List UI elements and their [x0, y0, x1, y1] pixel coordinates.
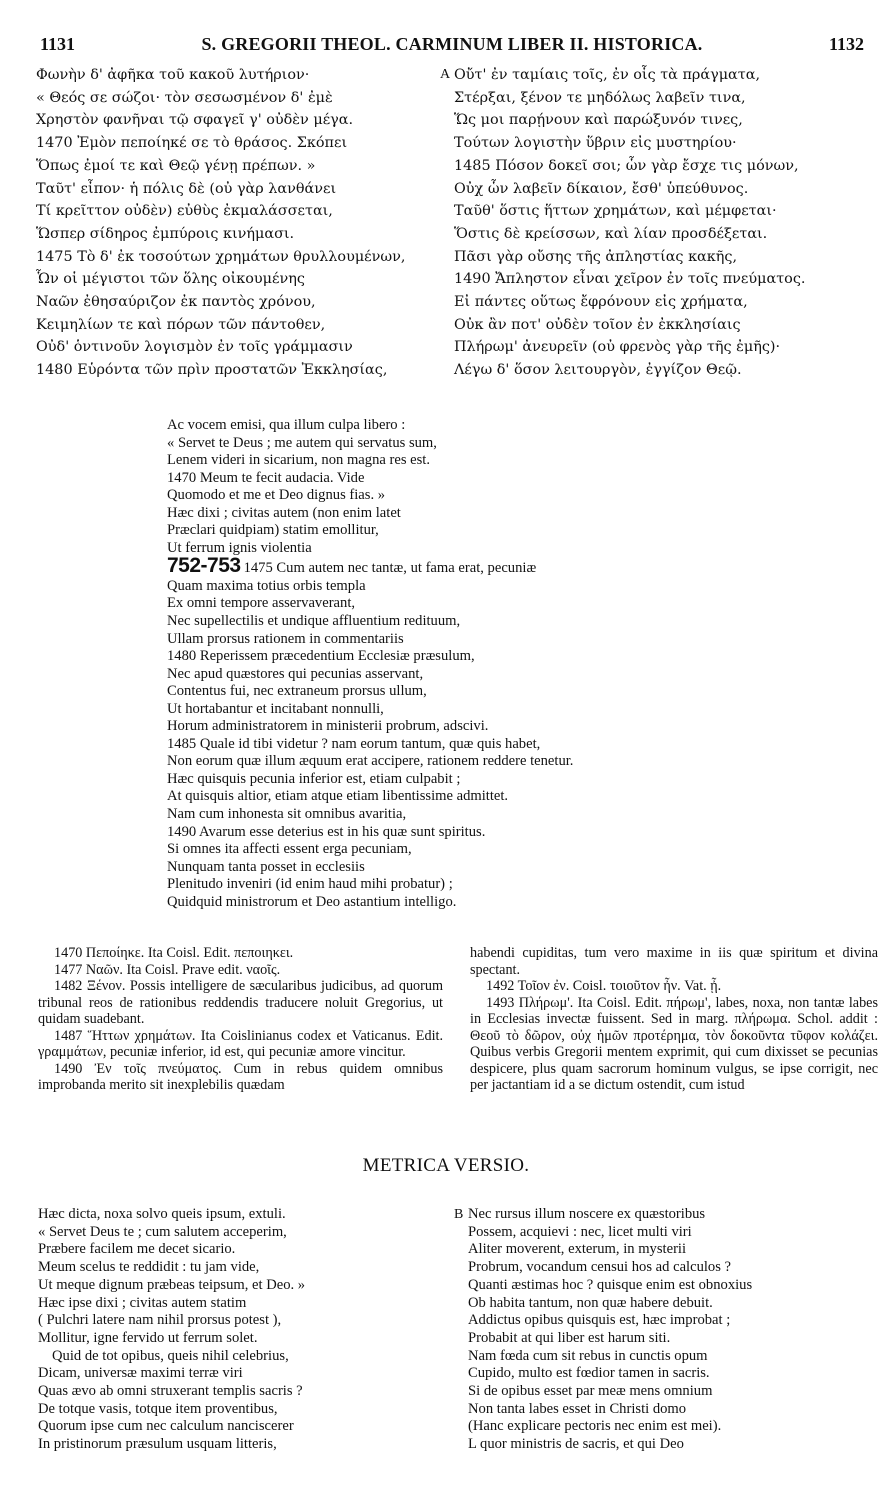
metrical-verse-line: Hæc ipse dixi ; civitas autem statim — [38, 1294, 247, 1311]
greek-verse-line: Ταῦθ' ὅστις ἥττων χρημάτων, καὶ μέμφεται· — [454, 203, 777, 220]
metrical-verse-line: Possem, acquievi : nec, licet multi viri — [468, 1223, 692, 1240]
latin-verse-line — [167, 554, 817, 578]
page-number-right: 1132 — [828, 34, 864, 54]
latin-verse-line: Ac vocem emisi, qua illum culpa libero : — [167, 417, 406, 433]
footnote: 1477 Ναῶν. Ita Coisl. Prave edit. ναοῖς. — [54, 961, 281, 978]
greek-verse-line: Τούτων λογιστὴν ὕβριν εἰς μυστηρίου· — [454, 135, 737, 152]
metrical-verse-line — [454, 1206, 878, 1224]
latin-verse-line: Nunquam tanta posset in ecclesiis — [167, 858, 365, 875]
latin-verse-line: Horum administratorem in ministerii probrum, adscivi. — [167, 718, 489, 735]
latin-verse-line: Lenem videri in sicarium, non magna res est. — [167, 452, 431, 469]
latin-verse-line: 1470 Meum te fecit audacia. Vide — [167, 469, 365, 486]
latin-verse-line: Ut ferrum ignis violentia — [167, 539, 312, 556]
footnote: 1493 Πλήρωμ'. Ita Coisl. Edit. πήρωμ', labes, noxa, non tantæ labes in Ecclesias invectæ fuissent. Sed in marg. πλήρωμα. Schol. addit : Θεοῦ τὸ δῶρον, οὐχ ἡμῶν προτέρημα, τὸν δοκοῦντα τῦφον κολάζει. Quibus verbis Gregorii mentem exprimit, qui cum dixisset se pecunias despicere, plus quam sacrorum hominum vulgus, se ipse corrigit, nec per jactantiam id a se dictum ostendit, cum istud — [470, 994, 878, 1094]
greek-verse-line: 1485 Πόσον δοκεῖ σοι; ὧν γὰρ ἔσχε τις μόνων, — [454, 157, 799, 174]
greek-verse-line: Οὐχ ὧν λαβεῖν δίκαιον, ἔσθ' ὑπεύθυνος. — [454, 180, 749, 197]
greek-text-left-column — [36, 64, 436, 382]
latin-verse-line: Contentus fui, nec extraneum prorsus ullum, — [167, 683, 427, 700]
metrical-verse-line: Quid de tot opibus, queis nihil celebrius, — [52, 1347, 289, 1364]
greek-verse-line — [440, 64, 874, 87]
metrical-version-left-column — [38, 1206, 438, 1454]
metrical-verse-line: Mollitur, igne fervido ut ferrum solet. — [38, 1329, 258, 1346]
metrical-verse-line: Quorum ipse cum nec calculum nanciscerer — [38, 1418, 294, 1435]
latin-verse-line: Ut hortabantur et incitabant nonnulli, — [167, 700, 384, 717]
metrical-verse-line: Cupido, multo est fœdior tamen in sacris. — [468, 1365, 710, 1382]
greek-verse-line: Κειμηλίων τε καὶ πόρων τῶν πάντοθεν, — [36, 316, 326, 333]
latin-verse-line: Ullam prorsus rationem in commentariis — [167, 630, 404, 647]
latin-translation — [167, 417, 817, 911]
greek-verse-line: Πᾶσι γὰρ οὔσης τῆς ἀπληστίας κακῆς, — [454, 248, 738, 265]
latin-verse-line: Nam cum inhonesta sit omnibus avaritia, — [167, 806, 407, 823]
latin-verse-line: Ex omni tempore asservaverant, — [167, 595, 356, 612]
running-header — [40, 34, 864, 58]
greek-verse-line: 1480 Εὑρόντα τῶν πρὶν προστατῶν Ἐκκλησίας, — [36, 362, 388, 379]
greek-verse-line: Στέρξαι, ξένον τε μηδόλως λαβεῖν τινα, — [454, 89, 746, 106]
metrical-verse-line-text: Nec rursus illum noscere ex quæstoribus — [468, 1206, 706, 1222]
greek-verse-line: 1490 Ἄπληστον εἶναι χεῖρον ἐν τοῖς πνεύματος. — [454, 271, 806, 288]
column-number: 752-753 — [167, 554, 241, 578]
latin-verse-line: 1485 Quale id tibi videtur ? nam eorum tantum, quæ quis habet, — [167, 735, 541, 752]
metrical-verse-line: (Hanc explicare pectoris nec enim est mei). — [468, 1418, 722, 1435]
metrical-verse-line: Probrum, vocandum censui hos ad calculos ? — [468, 1259, 732, 1276]
greek-verse-line: Ναῶν ἐθησαύριζον ἐκ παντὸς χρόνου, — [36, 294, 316, 311]
latin-verse-line: Quam maxima totius orbis templa — [167, 577, 366, 594]
metrical-verse-line: Ut meque dignum præbeas teipsum, et Deo. » — [38, 1276, 306, 1293]
latin-verse-line: Quomodo et me et Deo dignus fias. » — [167, 487, 386, 504]
latin-verse-line: Plenitudo inveniri (id enim haud mihi probatur) ; — [167, 876, 453, 893]
metrical-verse-line: ( Pulchri latere nam nihil prorsus potest ), — [38, 1312, 282, 1329]
greek-verse-line-text: Οὔτ' ἐν ταμίαις τοῖς, ἐν οἷς τὰ πράγματα, — [454, 67, 761, 83]
greek-verse-line: Φωνὴν δ' ἀφῆκα τοῦ κακοῦ λυτήριον· — [36, 67, 310, 83]
greek-verse-line: Πλήρωμ' ἀνευρεῖν (οὐ φρενὸς γὰρ τῆς ἐμῆς)· — [454, 339, 781, 356]
greek-verse-line: Ὅστις δὲ κρείσσων, καὶ λίαν προσδέξεται. — [454, 225, 768, 242]
footnotes-right-column — [470, 945, 878, 1094]
metrical-verse-line: Quanti æstimas hoc ? quisque enim est obnoxius — [468, 1276, 753, 1293]
greek-verse-line: Τί κρεῖττον οὐδὲν) εὐθὺς ἐκμαλάσσεται, — [36, 203, 333, 220]
footnote: habendi cupiditas, tum vero maxime in iis quæ spiritum et divina spectant. — [470, 945, 878, 978]
greek-verse-line: 1475 Τὸ δ' ἐκ τοσούτων χρημάτων θρυλλουμένων, — [36, 248, 406, 265]
metrical-verse-line: Nam fœda cum sit rebus in cunctis opum — [468, 1347, 708, 1364]
metrical-verse-line: Non tanta labes esset in Christi domo — [468, 1400, 687, 1417]
metrical-verse-line: Aliter moverent, exterum, in mysterii — [468, 1241, 687, 1258]
metrical-verse-line: Hæc dicta, noxa solvo queis ipsum, extuli. — [38, 1206, 286, 1222]
metrical-verse-line: Addictus opibus quisquis est, hæc improbat ; — [468, 1312, 731, 1329]
margin-letter: B — [454, 1207, 464, 1222]
metrical-verse-line: Quas ævo ab omni struxerant templis sacris ? — [38, 1383, 303, 1400]
metrical-verse-line: Meum scelus te reddidit : tu jam vide, — [38, 1259, 260, 1276]
greek-verse-line: Οὐκ ἂν ποτ' οὐδὲν τοῖον ἐν ἐκκλησίαις — [454, 316, 741, 333]
footnote: 1470 Πεποίηκε. Ita Coisl. Edit. πεποιηκει. — [54, 945, 294, 961]
greek-verse-line: Ὅπως ἐμοί τε καὶ Θεῷ γένῃ πρέπων. » — [36, 157, 316, 174]
metrical-verse-line: In pristinorum præsulum usquam litteris, — [38, 1436, 277, 1453]
latin-verse-line: 1480 Reperissem præcedentium Ecclesiæ præsulum, — [167, 648, 475, 665]
metrical-verse-line: Si de opibus esset par meæ mens omnium — [468, 1383, 713, 1400]
latin-verse-line: « Servet te Deus ; me autem qui servatus sum, — [167, 434, 437, 451]
latin-verse-line: Quidquid ministrorum et Deo astantium intelligo. — [167, 893, 457, 910]
metrical-verse-line: Ob habita tantum, non quæ habere debuit. — [468, 1294, 713, 1311]
greek-verse-line: « Θεός σε σώζοι· τὸν σεσωσμένον δ' ἐμὲ — [36, 89, 333, 106]
margin-letter: A — [440, 67, 451, 82]
metrical-verse-line: Probabit at qui liber est harum siti. — [468, 1329, 671, 1346]
metrica-versio-heading: METRICA VERSIO. — [362, 1155, 530, 1176]
greek-verse-line: Ὥς μοι παρῄνουν καὶ παρώξυνόν τινες, — [454, 112, 743, 129]
metrical-verse-line: L quor ministris de sacris, et qui Deo — [468, 1436, 684, 1453]
greek-verse-line: Λέγω δ' ὅσον λειτουργὸν, ἐγγίζον Θεῷ. — [454, 362, 742, 379]
greek-verse-line: Χρηστὸν φανῆναι τῷ σφαγεῖ γ' οὐδὲν μέγα. — [36, 112, 354, 129]
greek-verse-line: Εἰ πάντες οὕτως ἔφρόνουν εἰς χρήματα, — [454, 294, 748, 311]
greek-verse-line: Ὧν οἱ μέγιστοι τῶν ὅλης οἰκουμένης — [36, 271, 305, 288]
metrical-version-right-column — [454, 1206, 878, 1454]
latin-verse-line: Hæc quisquis pecunia inferior est, etiam culpabit ; — [167, 770, 461, 787]
metrical-verse-line: « Servet Deus te ; cum salutem acceperim, — [38, 1223, 287, 1240]
latin-verse-line: Si omnes ita affecti essent erga pecuniam, — [167, 841, 412, 858]
latin-verse-text: 1475 Cum autem nec tantæ, ut fama erat, pecuniæ — [243, 560, 537, 577]
latin-verse-line: Nec supellectilis et undique affluentium redituum, — [167, 613, 461, 630]
footnotes-left-column — [38, 945, 443, 1094]
metrical-verse-line: De totque vasis, totque item proventibus, — [38, 1400, 278, 1417]
latin-verse-line: Non eorum quæ illum æquum erat accipere, rationem reddere tenetur. — [167, 753, 574, 770]
latin-verse-line: 1490 Avarum esse deterius est in his quæ sunt spiritus. — [167, 823, 486, 840]
greek-verse-line: Ταῦτ' εἶπον· ἡ πόλις δὲ (οὐ γὰρ λανθάνει — [36, 180, 337, 197]
metrical-verse-line: Dicam, universæ maximi terræ viri — [38, 1365, 243, 1382]
footnote: 1492 Τοῖον ἐν. Coisl. τοιοῦτον ἦν. Vat. ᾖ. — [486, 978, 722, 995]
footnote: 1487 Ἥττων χρημάτων. Ita Coislinianus codex et Vaticanus. Edit. γραμμάτων, pecuniæ inferior, id est, qui pecuniæ amore vincitur. — [38, 1027, 443, 1061]
metrical-verse-line: Præbere facilem me decet sicario. — [38, 1241, 236, 1258]
latin-verse-line: Præclari quidpiam) statim emollitur, — [167, 522, 379, 539]
greek-verse-line: Οὐδ' ὁντινοῦν λογισμὸν ἐν τοῖς γράμμασιν — [36, 339, 353, 356]
page-number-left: 1131 — [40, 34, 76, 54]
running-title: S. GREGORII THEOL. CARMINUM LIBER II. HISTORICA. — [201, 34, 703, 54]
footnote: 1482 Ξένον. Possis intelligere de sæcularibus judicibus, ad quorum tribunal reos de rationibus reddendis traducere noluit Gregorius, ut quidam suadebant. — [38, 978, 443, 1028]
greek-verse-line: 1470 Ἐμὸν πεποίηκέ σε τὸ θράσος. Σκόπει — [36, 135, 348, 152]
latin-verse-line: Hæc dixi ; civitas autem (non enim latet — [167, 504, 401, 521]
greek-verse-line: Ὥσπερ σίδηρος ἐμπύροις κινήμασι. — [36, 225, 295, 242]
latin-verse-line: Nec apud quæstores qui pecunias asservant, — [167, 665, 424, 682]
latin-verse-line: At quisquis altior, etiam atque etiam libentissime admittet. — [167, 788, 509, 805]
greek-text-right-column — [440, 64, 874, 382]
footnote: 1490 Ἐν τοῖς πνεύματος. Cum in rebus quidem omnibus improbanda merito sit inexplebilis quædam — [38, 1060, 443, 1094]
